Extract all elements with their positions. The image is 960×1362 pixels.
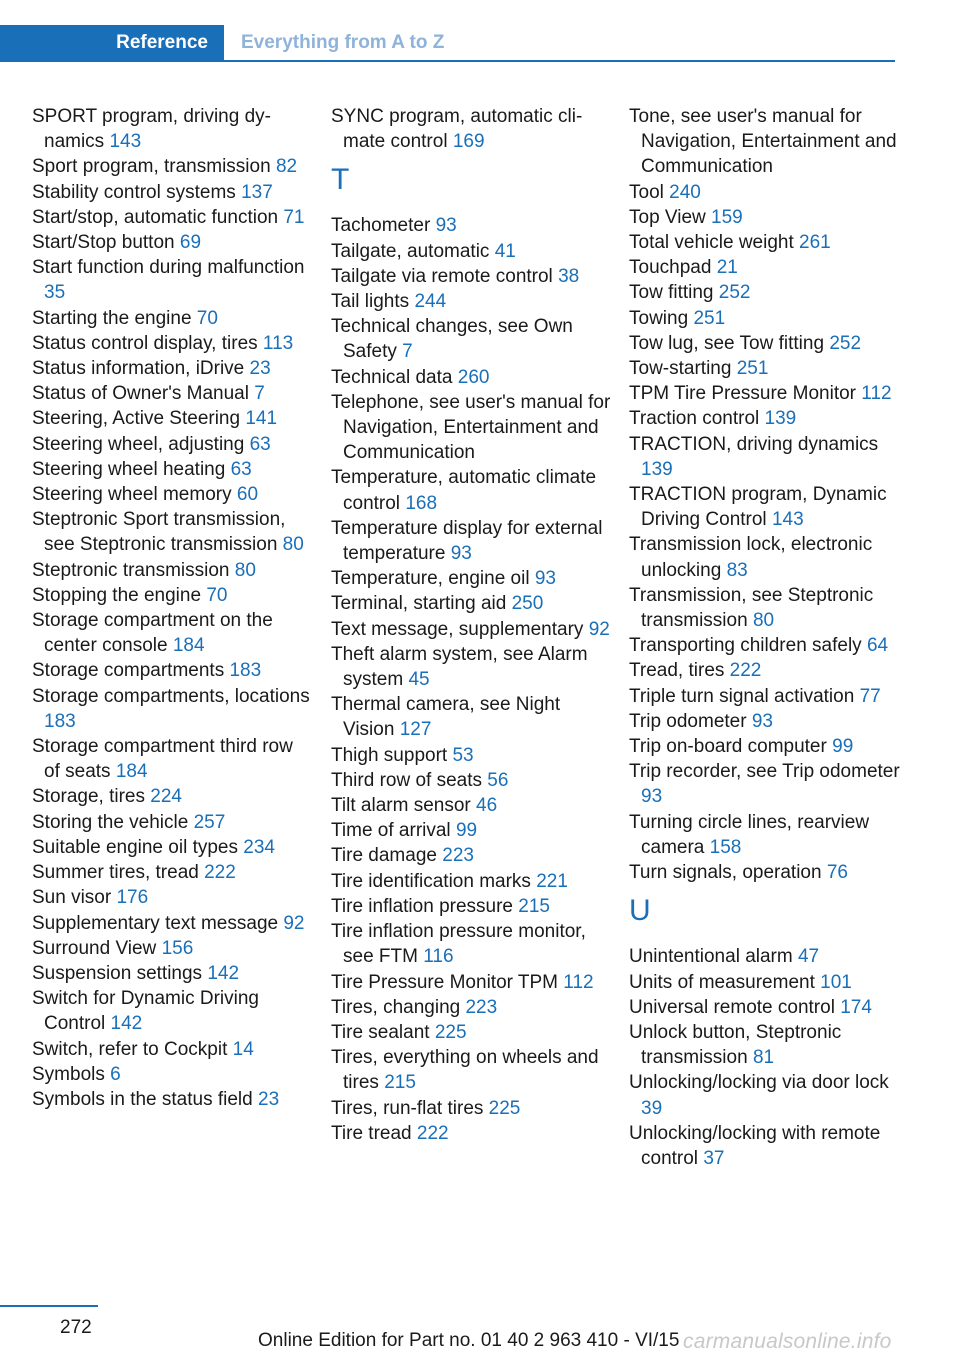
page-reference-link[interactable]: 14 — [232, 1038, 254, 1060]
page-reference-link[interactable]: 101 — [820, 971, 852, 993]
index-column-3 — [629, 104, 909, 1171]
index-column-2 — [331, 104, 611, 1146]
index-entry-text: Turning circle lines, rearview camera — [629, 811, 870, 858]
index-entry-text: Top View — [629, 206, 706, 228]
page-reference-link[interactable]: 174 — [840, 996, 872, 1018]
page-reference-link[interactable]: 143 — [771, 509, 804, 531]
page-reference-link[interactable]: 70 — [206, 584, 228, 606]
index-entry — [331, 314, 611, 364]
page-reference-link[interactable]: 93 — [450, 543, 472, 565]
index-entry — [331, 642, 611, 692]
index-entry-text: Start/stop, automatic function — [32, 206, 279, 228]
section-tab — [0, 25, 224, 60]
index-entry-text: Touchpad — [629, 257, 712, 279]
page-reference-link[interactable]: 93 — [641, 786, 663, 808]
index-entry-text: Suitable engine oil types — [32, 836, 238, 858]
index-entry-text: Units of measurement — [629, 971, 815, 993]
index-entry-text: TRACTION program, Dynamic Driving Control — [629, 484, 887, 531]
footer-rule — [0, 1305, 98, 1307]
index-entry-text: Tire inflation pressure monitor, see FTM — [331, 921, 586, 968]
page-reference-link[interactable]: 23 — [258, 1088, 280, 1110]
index-entry-text: Temperature display for external temperature — [331, 517, 603, 565]
page-reference-link[interactable]: 234 — [243, 836, 275, 858]
index-entry-text: SYNC program, automatic climate control — [331, 106, 583, 153]
index-entry — [629, 280, 909, 305]
header-rule — [0, 60, 895, 62]
watermark: carmanualsonline.info — [683, 1330, 892, 1353]
index-entry-text: Towing — [629, 307, 689, 329]
index-entry-text: Start function during malfunction — [32, 257, 305, 279]
index-entry — [331, 213, 611, 238]
index-entry — [629, 532, 909, 582]
index-entry-text: Status control display, tires — [32, 332, 258, 354]
index-entry-text: Transmission, see Steptronic transmission — [629, 584, 874, 632]
index-entry-text: Unlocking/locking with remote control — [629, 1122, 881, 1169]
index-entry — [331, 1020, 611, 1045]
page-reference-link[interactable]: 223 — [442, 845, 474, 867]
subsection-tab — [224, 25, 895, 60]
index-entry-text: Steering wheel, adjusting — [32, 433, 245, 455]
page-reference-link[interactable]: 251 — [736, 358, 769, 380]
page-header — [0, 25, 895, 62]
page-reference-link[interactable]: 76 — [826, 862, 848, 884]
index-entry — [32, 734, 312, 784]
page-reference-link[interactable]: 176 — [116, 887, 149, 909]
index-entry — [331, 104, 611, 154]
subsection-title: Everything from A to Z — [241, 31, 445, 53]
page-reference-link[interactable]: 169 — [452, 131, 485, 153]
page-reference-link[interactable]: 137 — [241, 181, 273, 203]
index-entry-text: Starting the engine — [32, 307, 192, 329]
index-entry — [331, 465, 611, 515]
index-entry-text: Symbols in the status field — [32, 1088, 253, 1110]
index-entry — [331, 1045, 611, 1095]
page-reference-link[interactable]: 257 — [193, 811, 226, 833]
index-entry-text: Traction control — [629, 408, 760, 430]
index-entry — [32, 104, 312, 154]
index-entry — [629, 583, 909, 633]
index-entry-text: TRACTION, driving dynamics — [629, 433, 879, 455]
index-entry — [331, 768, 611, 793]
index-entry-text: Total vehicle weight — [629, 232, 794, 254]
page-reference-link[interactable]: 225 — [488, 1097, 521, 1119]
index-entry — [331, 995, 611, 1020]
index-entry-text: Technical data — [331, 366, 453, 388]
index-entry — [331, 516, 611, 566]
index-entry-text: Telephone, see user's manual for Navigation, Entertainment and Communication — [331, 391, 611, 464]
index-entry-text: Storage, tires — [32, 786, 145, 808]
index-entry-text: TPM Tire Pressure Monitor — [629, 383, 856, 405]
index-entry-text: Sun visor — [32, 887, 112, 909]
index-entry — [331, 1121, 611, 1146]
index-entry — [629, 205, 909, 230]
index-entry-text: Supplementary text message — [32, 912, 279, 934]
page-reference-link[interactable]: 41 — [494, 240, 516, 262]
index-entry-text: Stopping the engine — [32, 584, 202, 606]
index-entry — [32, 784, 312, 809]
page-reference-link[interactable]: 93 — [751, 710, 773, 732]
index-entry-text: Symbols — [32, 1063, 105, 1085]
index-entry-text: Technical changes, see Own Safety — [331, 316, 573, 363]
page-reference-link[interactable]: 252 — [829, 332, 862, 354]
index-entry-text: Third row of seats — [331, 769, 482, 791]
index-entry-text: Trip recorder, see Trip odometer — [629, 761, 900, 783]
index-column-1 — [32, 104, 312, 1112]
page-reference-link[interactable]: 83 — [726, 559, 748, 581]
index-entry — [32, 255, 312, 305]
page-reference-link[interactable]: 184 — [115, 761, 148, 783]
page-reference-link[interactable]: 223 — [465, 996, 498, 1018]
page-reference-link[interactable]: 168 — [405, 492, 438, 514]
index-entry — [331, 617, 611, 642]
page-reference-link[interactable]: 93 — [534, 568, 556, 590]
index-entry — [32, 180, 312, 205]
index-entry — [331, 239, 611, 264]
page-reference-link[interactable]: 60 — [236, 484, 259, 506]
index-entry — [331, 365, 611, 390]
page-reference-link[interactable]: 222 — [416, 1122, 449, 1144]
page-reference-link[interactable]: 222 — [729, 660, 762, 682]
index-letter-heading: U — [629, 894, 651, 928]
index-entry — [32, 885, 312, 910]
index-entry-text: Trip on-board computer — [629, 736, 827, 758]
index-entry — [32, 860, 312, 885]
page-reference-link[interactable]: 56 — [487, 769, 509, 791]
index-entry-text: Unintentional alarm — [629, 946, 793, 968]
index-entry — [331, 818, 611, 843]
index-entry — [629, 684, 909, 709]
index-entry-text: Steering wheel memory — [32, 484, 232, 506]
page-reference-link[interactable]: 113 — [262, 332, 294, 354]
index-entry-text: Tire inflation pressure — [331, 895, 513, 917]
page-reference-link[interactable]: 261 — [799, 232, 831, 254]
index-entry-text: Tailgate, automatic — [331, 240, 490, 262]
index-entry-text: Tires, everything on wheels and tires — [331, 1047, 599, 1094]
index-entry — [32, 1087, 312, 1112]
index-entry-text: Tailgate via remote control — [331, 265, 553, 287]
index-entry — [331, 869, 611, 894]
index-entry-text: Status information, iDrive — [32, 358, 245, 380]
index-entry — [629, 709, 909, 734]
index-entry-text: Storage compartment on the center console — [32, 610, 273, 657]
index-entry-text: Tire tread — [331, 1122, 412, 1144]
index-entry — [32, 230, 312, 255]
index-entry — [331, 894, 611, 919]
index-entry-text: Universal remote control — [629, 996, 835, 1018]
page-reference-link[interactable]: 93 — [435, 215, 457, 237]
index-entry — [32, 381, 312, 406]
page-reference-link[interactable]: 139 — [764, 408, 797, 430]
page-reference-link[interactable]: 251 — [693, 307, 726, 329]
page-reference-link[interactable]: 250 — [511, 593, 544, 615]
page-reference-link[interactable]: 127 — [399, 719, 432, 741]
index-entry-text: Unlock button, Steptronic transmission — [629, 1021, 842, 1069]
page-reference-link[interactable]: 225 — [434, 1021, 467, 1043]
page-reference-link[interactable]: 183 — [44, 710, 76, 732]
index-entry — [32, 658, 312, 683]
page-reference-link[interactable]: 6 — [110, 1063, 121, 1085]
page-reference-link[interactable]: 71 — [283, 206, 305, 228]
page-reference-link[interactable]: 80 — [282, 534, 304, 556]
page-reference-link[interactable]: 7 — [254, 383, 265, 405]
index-entry-text: Storing the vehicle — [32, 811, 189, 833]
page-reference-link[interactable]: 99 — [832, 736, 854, 758]
index-entry-text: Tilt alarm sensor — [331, 795, 471, 817]
index-entry — [629, 944, 909, 969]
index-entry-text: Transmission lock, electronic unlocking — [629, 534, 873, 581]
page-reference-link[interactable]: 77 — [859, 685, 881, 707]
index-entry-text: Thigh support — [331, 744, 448, 766]
index-entry-text: Switch, refer to Cockpit — [32, 1038, 228, 1060]
index-entry — [331, 970, 611, 995]
page-reference-link[interactable]: 47 — [797, 946, 820, 968]
index-entry — [629, 230, 909, 255]
index-entry-text: Tire sealant — [331, 1021, 430, 1043]
index-entry — [32, 911, 312, 936]
page-reference-link[interactable]: 156 — [161, 937, 194, 959]
page-reference-link[interactable]: 143 — [109, 131, 142, 153]
page-reference-link[interactable]: 142 — [110, 1013, 143, 1035]
page-reference-link[interactable]: 37 — [703, 1147, 725, 1169]
index-entry-text: Storage compartment third row of seats — [32, 736, 293, 783]
index-entry — [629, 860, 909, 885]
index-entry — [629, 180, 909, 205]
index-entry-text: Steering, Active Steering — [32, 408, 241, 430]
index-entry — [629, 482, 909, 532]
index-entry-text: Triple turn signal activation — [629, 685, 855, 707]
index-entry — [331, 566, 611, 591]
index-entry — [629, 306, 909, 331]
index-entry-text: SPORT program, driving dynamics — [32, 106, 271, 153]
page-reference-link[interactable]: 99 — [455, 820, 478, 842]
page-reference-link[interactable]: 39 — [641, 1097, 663, 1119]
page-reference-link[interactable]: 224 — [150, 786, 182, 808]
page-reference-link[interactable]: 45 — [408, 669, 430, 691]
page-reference-link[interactable]: 35 — [44, 282, 66, 304]
page-reference-link[interactable]: 46 — [476, 795, 498, 817]
index-entry — [629, 1121, 909, 1171]
index-entry — [629, 734, 909, 759]
index-entry-text: Start/Stop button — [32, 232, 175, 254]
index-entry — [32, 810, 312, 835]
index-entry — [32, 331, 312, 356]
page-reference-link[interactable]: 221 — [536, 870, 568, 892]
index-entry — [32, 608, 312, 658]
page-reference-link[interactable]: 159 — [711, 206, 743, 228]
index-entry-text: Status of Owner's Manual — [32, 383, 249, 405]
page-reference-link[interactable]: 81 — [752, 1047, 775, 1069]
index-entry-text: Tires, run-flat tires — [331, 1097, 484, 1119]
page-reference-link[interactable]: 70 — [196, 307, 218, 329]
index-entry — [331, 843, 611, 868]
index-entry — [629, 995, 909, 1020]
index-entry — [629, 1070, 909, 1120]
index-entry-text: Storage compartments — [32, 660, 225, 682]
page-reference-link[interactable]: 80 — [752, 610, 775, 632]
index-entry-text: Storage compartments, locations — [32, 685, 310, 707]
index-entry — [32, 507, 312, 557]
page-reference-link[interactable]: 80 — [234, 559, 256, 581]
index-entry-text: Tire damage — [331, 845, 437, 867]
edition-note: Online Edition for Part no. 01 40 2 963 410 - VI/15 — [258, 1330, 680, 1351]
index-entry-text: Switch for Dynamic Driving Control — [32, 988, 259, 1035]
index-entry — [32, 457, 312, 482]
index-entry — [629, 658, 909, 683]
page-reference-link[interactable]: 112 — [563, 971, 594, 993]
page-reference-link[interactable]: 215 — [518, 895, 550, 917]
page-reference-link[interactable]: 82 — [275, 156, 298, 178]
page-reference-link[interactable]: 69 — [179, 232, 202, 254]
page-reference-link[interactable]: 53 — [452, 744, 474, 766]
index-entry — [331, 793, 611, 818]
page-reference-link[interactable]: 252 — [718, 282, 751, 304]
index-entry-text: Tires, changing — [331, 996, 461, 1018]
index-entry — [331, 591, 611, 616]
index-entry — [32, 936, 312, 961]
index-entry — [32, 986, 312, 1036]
index-entry-text: Tow-starting — [629, 358, 732, 380]
index-entry — [331, 264, 611, 289]
page-reference-link[interactable]: 158 — [709, 836, 742, 858]
index-entry-text: Stability control systems — [32, 181, 236, 203]
section-title: Reference — [116, 31, 208, 53]
index-entry — [32, 432, 312, 457]
index-entry-text: Steptronic transmission — [32, 559, 230, 581]
index-entry — [629, 381, 909, 406]
index-entry-text: Tow lug, see Tow fitting — [629, 332, 825, 354]
index-entry — [32, 356, 312, 381]
index-entry-text: Temperature, engine oil — [331, 568, 530, 590]
page-reference-link[interactable]: 183 — [229, 660, 262, 682]
index-entry-text: Summer tires, tread — [32, 862, 199, 884]
index-entry — [331, 743, 611, 768]
index-entry — [32, 205, 312, 230]
page-reference-link[interactable]: 222 — [204, 862, 236, 884]
index-entry — [629, 810, 909, 860]
page-reference-link[interactable]: 64 — [866, 635, 889, 657]
index-entry-text: Tachometer — [331, 215, 431, 237]
page-reference-link[interactable]: 142 — [207, 962, 240, 984]
index-entry-text: Tow fitting — [629, 282, 714, 304]
index-entry — [331, 692, 611, 742]
page-reference-link[interactable]: 63 — [249, 433, 271, 455]
index-entry — [32, 1037, 312, 1062]
index-entry — [32, 482, 312, 507]
page-reference-link[interactable]: 63 — [230, 458, 252, 480]
page-reference-link[interactable]: 23 — [249, 358, 271, 380]
index-entry-text: Transporting children safely — [629, 635, 862, 657]
page-reference-link[interactable]: 21 — [716, 257, 738, 279]
index-entry — [32, 406, 312, 431]
index-entry-text: Steptronic Sport transmission, see Steptronic transmission — [32, 509, 286, 556]
page-reference-link[interactable]: 116 — [423, 946, 454, 968]
index-entry — [629, 1020, 909, 1070]
page-reference-link[interactable]: 184 — [172, 635, 205, 657]
index-entry — [629, 406, 909, 431]
index-entry — [32, 558, 312, 583]
page-reference-link[interactable]: 112 — [861, 383, 892, 405]
index-entry — [32, 306, 312, 331]
index-entry — [331, 289, 611, 314]
index-entry-text: Trip odometer — [629, 710, 747, 732]
index-entry-text: Tone, see user's manual for Navigation, Entertainment and Communication — [629, 106, 897, 178]
page-reference-link[interactable]: 92 — [588, 618, 610, 640]
index-entry-text: Tire Pressure Monitor TPM — [331, 971, 558, 993]
page-number: 272 — [60, 1317, 92, 1338]
page-reference-link[interactable]: 7 — [402, 341, 413, 363]
index-entry — [32, 154, 312, 179]
index-entry-text: Text message, supplementary — [331, 618, 584, 640]
page-reference-link[interactable]: 38 — [558, 265, 580, 287]
index-entry — [331, 919, 611, 969]
index-entry-text: Terminal, starting aid — [331, 593, 507, 615]
index-entry — [629, 356, 909, 381]
index-entry-text: Tread, tires — [629, 660, 725, 682]
index-entry — [629, 759, 909, 809]
index-entry-text: Tail lights — [331, 291, 410, 313]
index-entry-text: Time of arrival — [331, 820, 451, 842]
page-reference-link[interactable]: 260 — [457, 366, 490, 388]
index-entry — [629, 331, 909, 356]
index-entry-text: Thermal camera, see Night Vision — [331, 694, 561, 741]
index-entry-text: Theft alarm system, see Alarm system — [331, 643, 588, 691]
index-entry-text: Tool — [629, 181, 664, 203]
index-entry-text: Steering wheel heating — [32, 458, 226, 480]
page-reference-link[interactable]: 215 — [384, 1072, 416, 1094]
index-entry-text: Unlocking/locking via door lock — [629, 1072, 889, 1094]
page-reference-link[interactable]: 244 — [414, 291, 447, 313]
index-letter-heading: T — [331, 163, 350, 197]
index-entry — [32, 1062, 312, 1087]
index-entry — [629, 432, 909, 482]
index-entry — [629, 633, 909, 658]
page-reference-link[interactable]: 92 — [283, 912, 305, 934]
index-entry — [629, 104, 909, 180]
index-entry-text: Turn signals, operation — [629, 862, 822, 884]
index-entry — [629, 255, 909, 280]
index-entry-text: Suspension settings — [32, 962, 203, 984]
index-entry-text: Tire identification marks — [331, 870, 531, 892]
index-entry — [32, 583, 312, 608]
index-entry — [331, 390, 611, 466]
index-entry — [32, 835, 312, 860]
index-entry-text: Surround View — [32, 937, 157, 959]
index-entry-text: Temperature, automatic climate control — [331, 467, 597, 514]
index-entry — [32, 961, 312, 986]
index-entry — [629, 970, 909, 995]
page-reference-link[interactable]: 141 — [245, 408, 278, 430]
index-entry-text: Sport program, transmission — [32, 156, 271, 178]
index-entry — [32, 684, 312, 734]
index-entry — [331, 1096, 611, 1121]
page-reference-link[interactable]: 139 — [641, 458, 673, 480]
page-reference-link[interactable]: 240 — [669, 181, 701, 203]
